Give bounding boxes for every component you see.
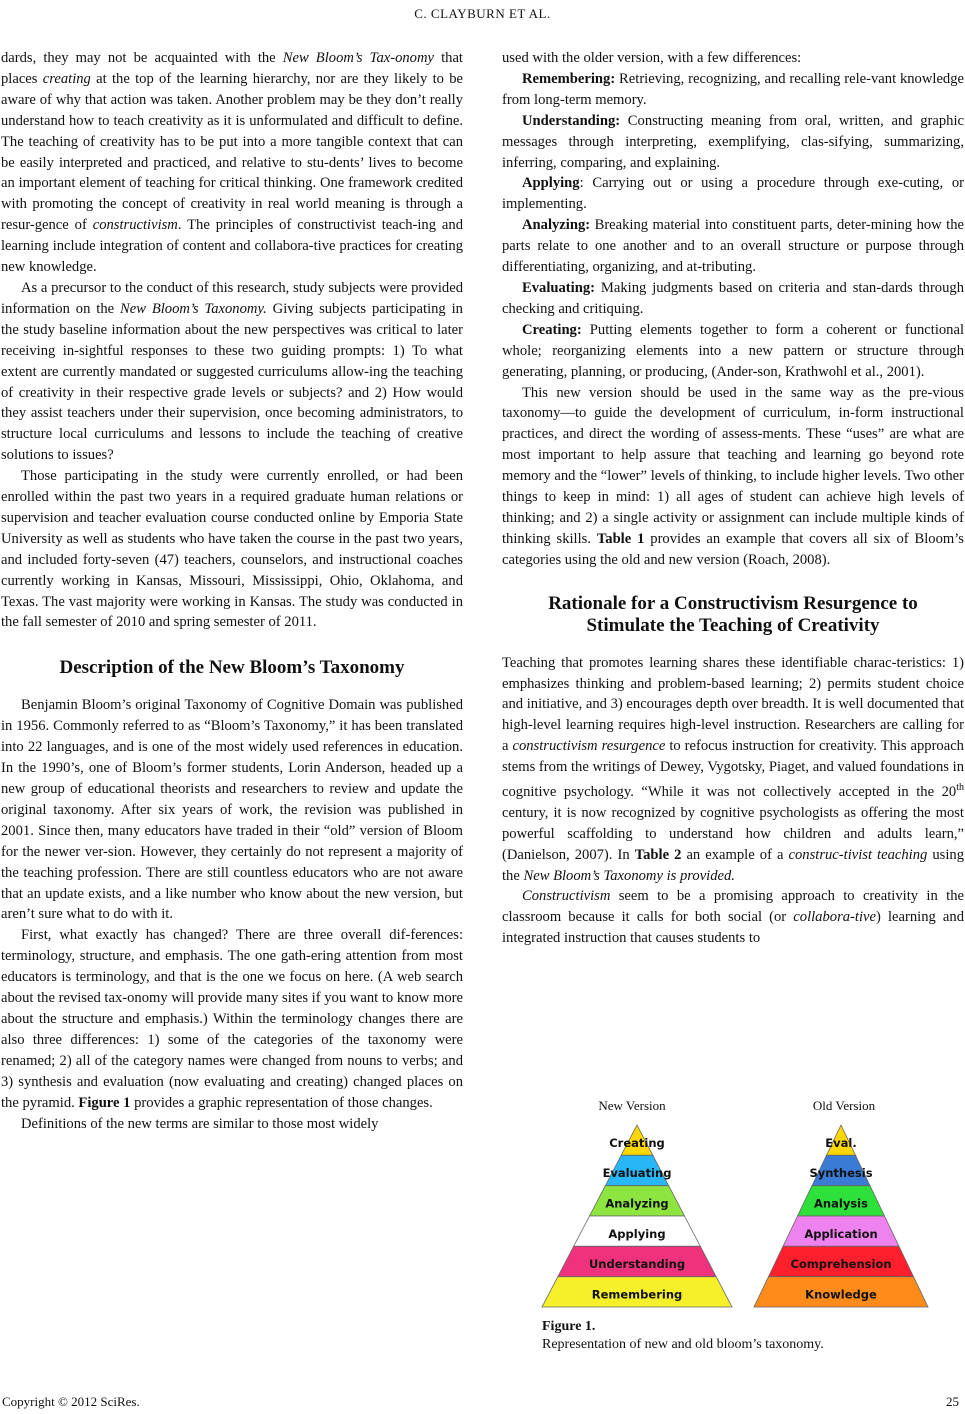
old-version-label: Old Version <box>812 1098 876 1113</box>
text-run: This new version should be used in the same way as the pre-vious taxonomy—to guide the development of curriculum, in-form instructional practices, and direct the wording of assess-ments. These “uses” are what are most important to help assure that teaching and learning go beyond rote memory and the “lower” levels of thinking, to include higher levels. Two other things to keep in mind: 1) all ages of student can achieve high levels of thinking; and 2) a single activity or assignment can include multiple kinds of thinking skills. <box>502 384 964 547</box>
text-run: provides an example that covers all six of Bloom’s categories using the old and new version (Roach, 2008). <box>502 530 964 568</box>
old-version-pyramid <box>754 1125 928 1307</box>
definition-list <box>502 69 964 383</box>
text-run: As a precursor to the conduct of this research, study subjects were provided information on the <box>1 279 463 317</box>
text-run: Figure 1 <box>78 1094 131 1111</box>
section-heading-rationale <box>502 593 964 637</box>
section-heading-description: Description of the New Bloom’s Taxonomy <box>59 657 405 679</box>
pyramid-level-label: Creating <box>609 1135 665 1150</box>
text-run: century, it is now recognized by cognitive psychologists as offering the most powerful scaffolding to understand how children and adults learn,” (Danielson, 2007). In <box>502 804 964 863</box>
left-column <box>1 48 463 1134</box>
page-number: 25 <box>946 1394 959 1409</box>
text-run: Table 1 <box>596 530 645 547</box>
rationale-heading-line-1: Rationale for a Constructivism Resurgence to <box>548 592 918 614</box>
text-run: Those participating in the study were currently enrolled, or had been enrolled within the past two years in a required graduate human relations or supervision and teacher evaluation course conducted online by Emporia State University as well as students who have taken the course in the past two years, and included forty-seven (47) teachers, counselors, and instructional coaches currently working in Kansas, Missouri, Mississippi, Ohio, Oklahoma, and Texas. The vast majority were working in Kansas. The study was conducted in the fall semester of 2010 and spring semester of 2011. <box>1 468 463 631</box>
definition-item <box>502 173 964 215</box>
text-run: Giving subjects participating in the study baseline information about the new perspectives was critical to later receiving in-sightful responses to these two guiding prompts: 1) To what extent are currently mandated or suggested curriculums allow-ing the teaching of creativity in their respective grade levels or subjects? and 2) How would they assist teachers under their supervision, once becoming administrators, to structure local curriculums and lessons to include the teaching of creative solutions to issues? <box>1 300 463 464</box>
figure-caption-text: Representation of new and old bloom’s taxonomy. <box>542 1337 824 1352</box>
text-run: . The principles of constructivist teach-ing and learning include integration of content and collabora-tive practices for creating new knowledge. <box>1 217 463 276</box>
text-run: Constructivism <box>522 888 611 905</box>
pyramid-level-label: Understanding <box>588 1257 686 1272</box>
text-run: an example of a <box>681 846 789 863</box>
text-run: Teaching that promotes learning shares these identifiable charac-teristics: 1) emphasizes thinking and problem-based learning; 2) permits student choice and initiative, and 3) encourages depth over breadth. It is well documented that high-level learning requires high-level instruction. Researchers are calling for a <box>502 654 964 755</box>
text-run: New Bloom’s Taxonomy is provided. <box>523 867 735 884</box>
text-run: construc-tivist teaching <box>788 846 928 863</box>
text-run: th <box>956 782 964 794</box>
definition-text: Breaking material into constituent parts, deter-mining how the parts relate to one another and to an overall structure or purpose through differentiating, organizing, and at-tributing. <box>502 217 964 276</box>
left-paragraph-3 <box>1 466 463 633</box>
right-paragraph-3 <box>502 653 964 887</box>
pyramid-level-label: Analyzing <box>605 1196 669 1211</box>
pyramid-level-label: Synthesis <box>809 1166 873 1181</box>
pyramid-level-label: Remembering <box>591 1287 683 1302</box>
text-run: seem to be a promising approach to creativity in the classroom because it calls for both social (or <box>502 888 964 926</box>
definition-term: Analyzing: <box>522 217 591 234</box>
text-run: at the top of the learning hierarchy, nor are they likely to be aware of why that action was taken. Another problem may be they don’t really understand how to teach creativity as it is unformulated and difficult to define. The teaching of creativity has to be put into a more tangible context that can be easily interpreted and practiced, and relative to stu-dents’ lives to become an important element of teaching for critical thinking. One framework credited with promoting the concept of creativity in real world meaning is through a resur-gence of <box>1 70 463 234</box>
text-run: collabora-tive <box>793 909 876 926</box>
new-version-pyramid <box>542 1125 732 1307</box>
pyramid-level-label: Applying <box>608 1226 666 1241</box>
right-paragraph-4 <box>502 886 964 949</box>
text-run: constructivism <box>92 217 178 234</box>
text-run: Benjamin Bloom’s original Taxonomy of Cognitive Domain was published in 1956. Commonly referred to as “Bloom’s Taxonomy,” it has been translated into 22 languages, and is one of the most widely used references in education. In the 1990’s, one of Bloom’s former students, Lorin Anderson, headed up a new group of educational theorists and researchers to review and update the original taxonomy. After six years of work, the revision was published in 2001. Since then, many educators have traded in their “old” version of Bloom for the newer ver-sion. However, they certainly do not represent a majority of the teaching profession. There are still countless educators who are not aware that an update exists, and a like number who know about the new version, but aren’t sure what to do with it. <box>1 697 463 923</box>
definition-term: Evaluating: <box>522 279 595 296</box>
right-paragraph-1 <box>502 48 964 69</box>
text-run: First, what exactly has changed? There are three overall dif-ferences: terminology, structure, and emphasis. The one gath-ering attention from most educators is terminology, and that is the one we focus on here. (A web search about the revised tax-onomy will provide many sites if you want to know more about the structure and emphasis.) Within the terminology changes there are also three differences: 1) some of the categories of the taxonomy were renamed; 2) all of the category names were changed from nouns to verbs; and 3) synthesis and evaluation (now evaluating and creating) changed places on the pyramid. <box>1 927 463 1111</box>
copyright-footer: Copyright © 2012 SciRes. <box>2 1394 140 1409</box>
right-column <box>502 48 964 949</box>
definition-item <box>502 278 964 320</box>
definition-item <box>502 69 964 111</box>
definition-text: Putting elements together to form a coherent or functional whole; reorganizing elements into a new pattern or structure through generating, planning, or producing, (Ander-son, Krathwohl et al., 2001). <box>502 321 964 380</box>
text-run: used with the older version, with a few differences: <box>502 50 802 66</box>
left-paragraph-2 <box>1 278 463 466</box>
text-run: using the <box>502 846 965 884</box>
left-paragraph-6 <box>1 1114 463 1135</box>
rationale-heading-line-2: Stimulate the Teaching of Creativity <box>586 614 880 636</box>
figure-caption-label: Figure 1. <box>542 1319 596 1334</box>
definition-term: Creating: <box>522 321 582 338</box>
text-run: creating <box>42 70 91 87</box>
definition-item <box>502 111 964 174</box>
text-run: Table 2 <box>634 846 682 863</box>
pyramid-level-label: Application <box>804 1226 878 1241</box>
running-head: C. CLAYBURN ET AL. <box>414 6 551 21</box>
text-run: New Bloom’s Tax-onomy <box>282 50 434 66</box>
text-run: provides a graphic representation of those changes. <box>130 1094 433 1111</box>
pyramid-level-label: Evaluating <box>602 1166 672 1181</box>
text-run: ) learning and integrated instruction that causes students to <box>502 909 964 947</box>
definition-text: Making judgments based on criteria and stan-dards through checking and critiquing. <box>502 279 964 317</box>
definition-text: Retrieving, recognizing, and recalling rele-vant knowledge from long-term memory. <box>502 70 964 108</box>
definition-term: Applying <box>522 175 580 192</box>
text-run: New Bloom’s Taxonomy. <box>119 300 267 317</box>
left-paragraph-4 <box>1 695 463 925</box>
text-run: dards, they may not be acquainted with the <box>1 50 283 66</box>
left-paragraph-5 <box>1 925 463 1113</box>
figure-caption <box>542 1318 962 1354</box>
definition-item <box>502 320 964 383</box>
text-run: to refocus instruction for creativity. This approach stems from the writings of Dewey, Vygotsky, Piaget, and valued foundations in cognitive psychology. “While it was not collectively accepted in the 20 <box>502 738 964 800</box>
new-version-label: New Version <box>598 1098 666 1113</box>
pyramid-level-label: Knowledge <box>805 1287 877 1302</box>
definition-term: Remembering: <box>522 70 616 87</box>
text-run: constructivism resurgence <box>512 738 666 755</box>
text-run: that places <box>1 50 463 87</box>
definition-term: Understanding: <box>522 112 621 129</box>
definition-text: Constructing meaning from oral, written, and graphic messages through interpreting, exemplifying, clas-sifying, summarizing, inferring, comparing, and explaining. <box>502 112 964 171</box>
right-paragraph-2 <box>502 383 964 571</box>
pyramid-level-label: Eval. <box>825 1135 857 1150</box>
pyramid-level-label: Analysis <box>814 1196 868 1211</box>
definition-item <box>502 215 964 278</box>
pyramids-svg <box>520 1095 950 1315</box>
pyramid-level-label: Comprehension <box>790 1257 892 1272</box>
figure-1-taxonomy-pyramids <box>520 1095 950 1355</box>
left-paragraph-1 <box>1 48 463 278</box>
definition-text: : Carrying out or using a procedure through exe-cuting, or implementing. <box>502 175 964 213</box>
text-run: Definitions of the new terms are similar to those most widely <box>21 1115 379 1132</box>
